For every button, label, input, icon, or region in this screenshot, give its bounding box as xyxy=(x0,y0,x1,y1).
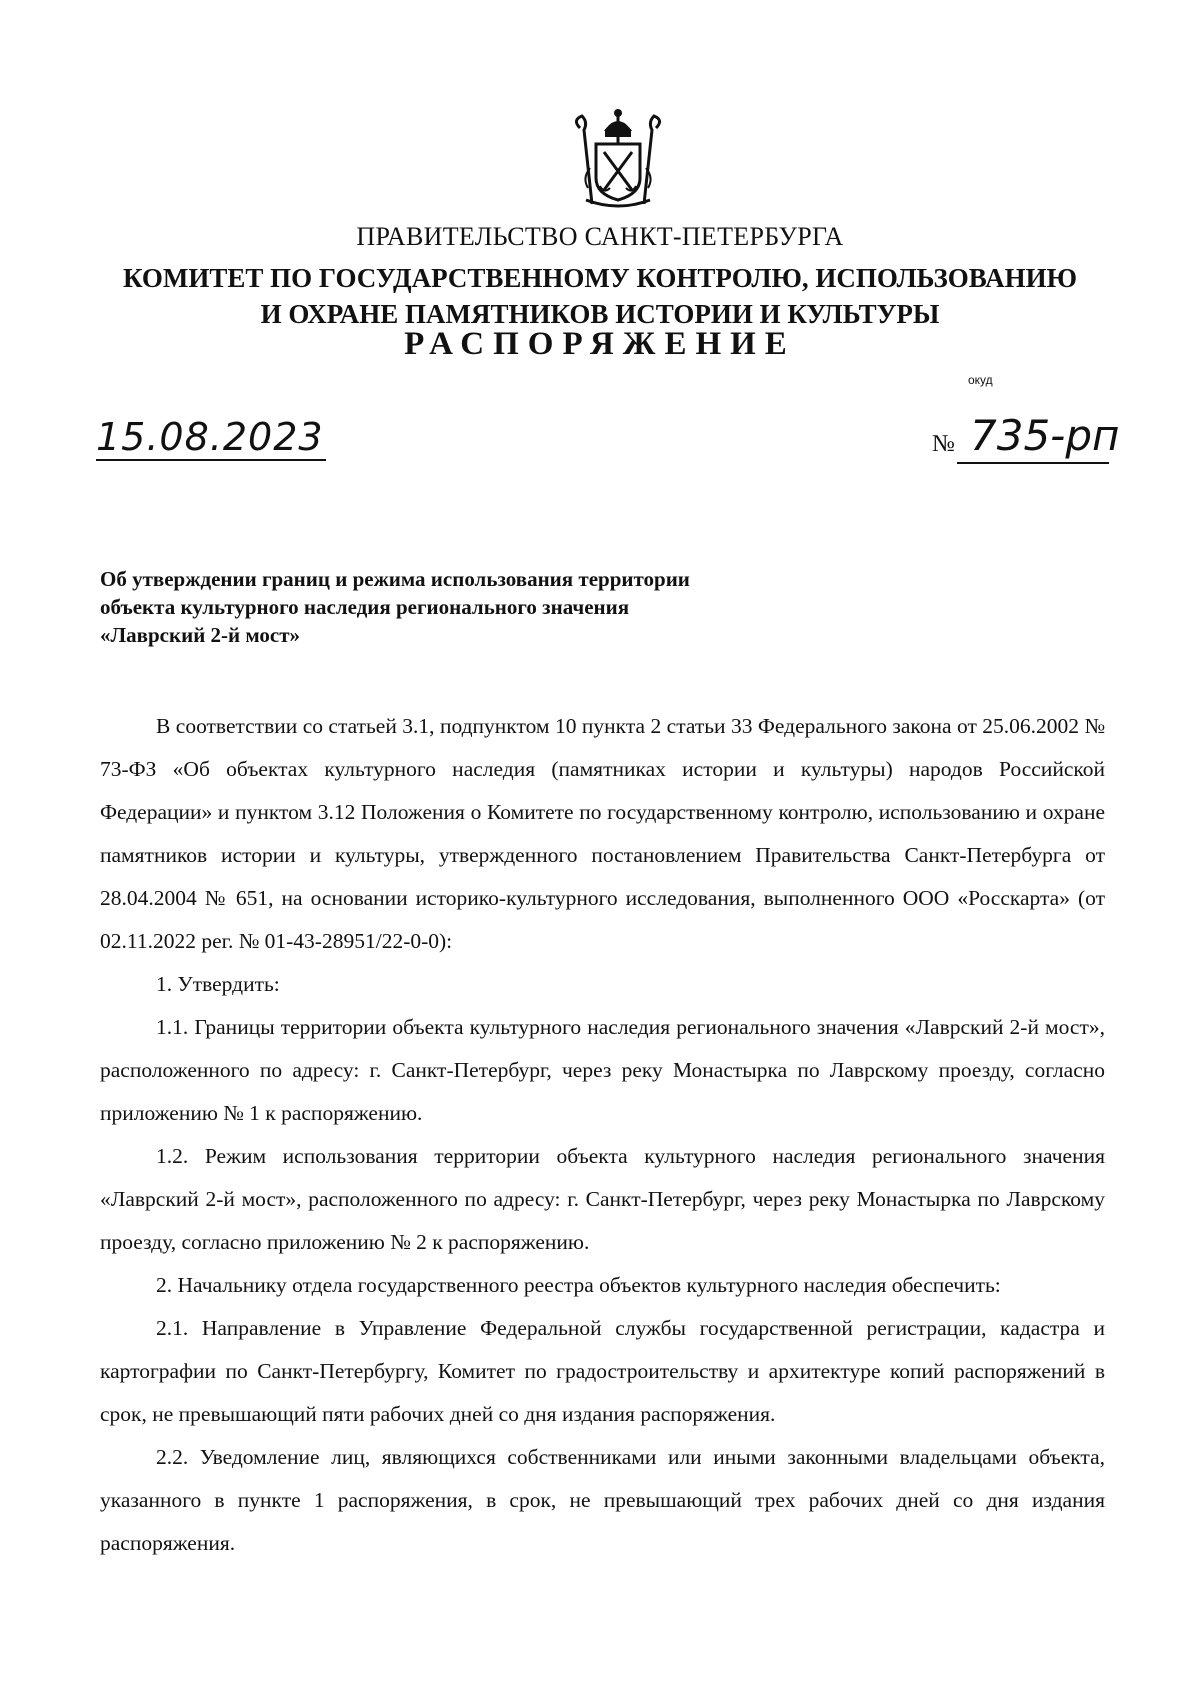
preamble-paragraph: В соответствии со статьей 3.1, подпунктом 10 пункта 2 статьи 33 Федерального закона от 25.06.2002 № 73-ФЗ «Об объектах культурного наследия (памятниках истории и культуры) народов Российской Федерации» и пунктом 3.12 Положения о Комитете по государственному контролю, использованию и охране памятников истории и культуры, утвержденного постановлением Правительства Санкт-Петербурга от 28.04.2004 № 651, на основании историко-культурного исследования, выполненного ООО «Росскарта» (от 02.11.2022 рег. № 01-43-28951/22-0-0): xyxy=(100,714,1105,953)
committee-name xyxy=(0,260,1200,332)
document-type: РАСПОРЯЖЕНИЕ xyxy=(404,326,796,362)
paragraph-1-2: 1.2. Режим использования территории объекта культурного наследия регионального значения «Лаврский 2-й мост», расположенного по адресу: г. Санкт-Петербург, через реку Монастырка по Лаврскому проезду, согласно приложению № 2 к распоряжению. xyxy=(100,1144,1105,1254)
government-name: ПРАВИТЕЛЬСТВО САНКТ-ПЕТЕРБУРГА xyxy=(356,222,844,251)
document-date: 15.08.2023 xyxy=(96,415,324,459)
document-body xyxy=(100,705,1105,1565)
paragraph-2-2: 2.2. Уведомление лиц, являющихся собственниками или иными законными владельцами объекта, указанного в пункте 1 распоряжения, в срок, не превышающий трех рабочих дней со дня издания распоряжения. xyxy=(100,1445,1105,1555)
paragraph-2-1: 2.1. Направление в Управление Федеральной службы государственной регистрации, кадастра и картографии по Санкт-Петербургу, Комитет по градостроительству и архитектуре копий распоряжений в срок, не превышающий пяти рабочих дней со дня издания распоряжения. xyxy=(100,1316,1105,1426)
paragraph-2: 2. Начальнику отдела государственного реестра объектов культурного наследия обеспечить: xyxy=(156,1273,1001,1297)
subject-line3: «Лаврский 2-й мост» xyxy=(100,623,301,647)
committee-name-line1: КОМИТЕТ ПО ГОСУДАРСТВЕННОМУ КОНТРОЛЮ, ИСПОЛЬЗОВАНИЮ xyxy=(123,263,1077,293)
committee-name-line2: И ОХРАНЕ ПАМЯТНИКОВ ИСТОРИИ И КУЛЬТУРЫ xyxy=(260,299,940,329)
paragraph-1: 1. Утвердить: xyxy=(156,972,280,996)
paragraph-1-1: 1.1. Границы территории объекта культурного наследия регионального значения «Лаврский 2-й мост», расположенного по адресу: г. Санкт-Петербург, через реку Монастырка по Лаврскому проезду, согласно приложению № 1 к распоряжению. xyxy=(100,1015,1105,1125)
coat-of-arms-icon xyxy=(566,108,670,212)
okud-label: окуд xyxy=(968,373,993,387)
subject-line1: Об утверждении границ и режима использования территории xyxy=(100,567,690,591)
number-sign: № xyxy=(932,431,955,457)
subject-line2: объекта культурного наследия регионального значения xyxy=(100,595,630,619)
document-subject xyxy=(100,565,690,649)
document-number: 735-рп xyxy=(970,411,1120,460)
number-underline xyxy=(957,462,1109,464)
